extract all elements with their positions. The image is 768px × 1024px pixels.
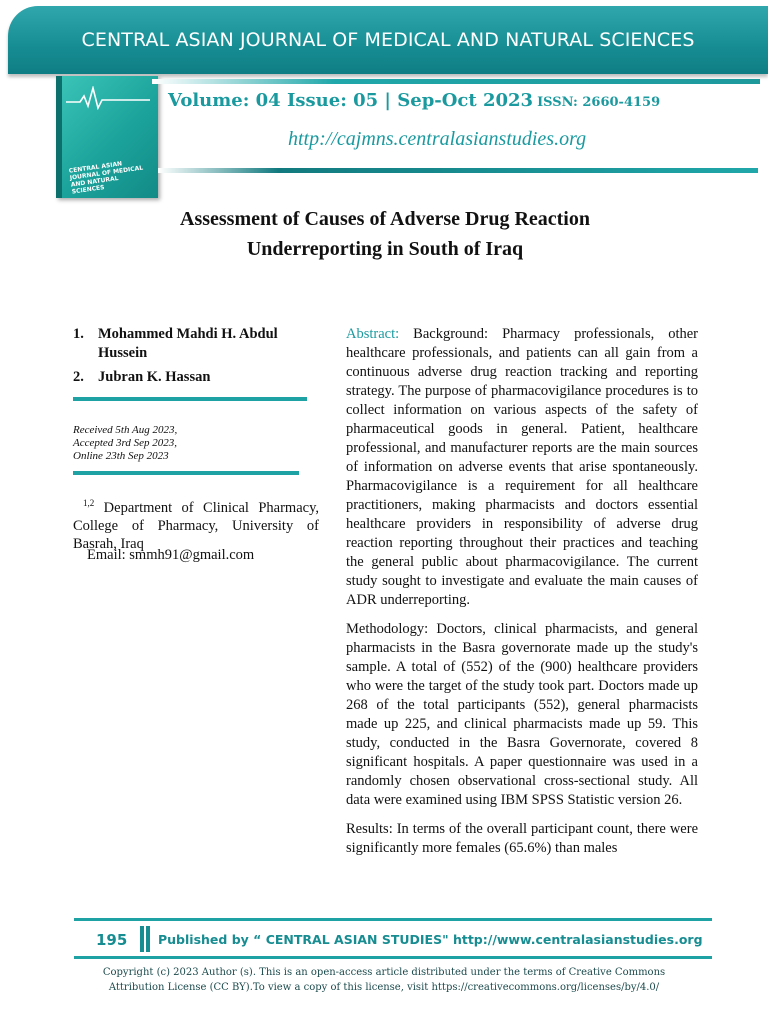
- article-dates: [73, 424, 303, 463]
- abstract: [346, 325, 698, 868]
- author-name: Mohammed Mahdi H. Abdul Hussein: [98, 326, 278, 361]
- journal-cover-image: [56, 76, 158, 198]
- volume-issue: Volume: 04 Issue: 05 | Sep-Oct 2023: [168, 90, 534, 111]
- journal-url-link[interactable]: http://cajmns.centralasianstudies.org: [288, 128, 587, 150]
- abstract-results: Results: In terms of the overall participant count, there were significantly more females (65.6%) than males: [346, 821, 698, 856]
- cover-title: CENTRAL ASIAN JOURNAL OF MEDICAL AND NATURAL SCIENCES: [68, 160, 144, 196]
- journal-name: CENTRAL ASIAN JOURNAL OF MEDICAL AND NATURAL SCIENCES: [81, 29, 695, 51]
- author-item: [73, 325, 313, 363]
- footer-bar: [140, 926, 144, 952]
- heartbeat-line-icon: [66, 86, 150, 110]
- copyright-notice: [60, 965, 708, 995]
- footer-rule-bottom: [74, 956, 712, 959]
- online-date: Online 23th Sep 2023: [73, 450, 169, 462]
- accepted-date: Accepted 3rd Sep 2023,: [73, 437, 178, 449]
- abstract-background: [346, 325, 698, 610]
- affiliation: [73, 494, 319, 553]
- abstract-methodology: Methodology: Doctors, clinical pharmacists, and general pharmacists in the Basra governorate made up the study's sample. A total of (552) of the (900) healthcare providers who were the target of the study took part. Doctors made up 268 of the total participants (552), general pharmacists made up 225, and clinical pharmacists made up 59. This study, conducted in the Basra Governorate, covered 8 significant hospitals. A paper questionnaire was used in a randomly chosen observational cross-sectional study. All data were examined using IBM SPSS Statistic version 26.: [346, 621, 698, 808]
- footer-bar: [146, 926, 150, 952]
- received-date: Received 5th Aug 2023,: [73, 424, 178, 436]
- issn: ISSN: 2660-4159: [537, 95, 661, 110]
- publisher-line[interactable]: Published by “ CENTRAL ASIAN STUDIES" http://www.centralasianstudies.org: [158, 932, 703, 947]
- footer-rule-top: [74, 918, 712, 921]
- page-number: 195: [96, 931, 128, 949]
- article-title: Assessment of Causes of Adverse Drug Reaction Underreporting in South of Iraq: [180, 208, 590, 260]
- author-name: Jubran K. Hassan: [98, 369, 211, 385]
- header-stripe-lower: [158, 168, 758, 173]
- copyright-line-1: Copyright (c) 2023 Author (s). This is an open-access article distributed under the terms of Creative Commons: [102, 967, 666, 978]
- divider: [73, 471, 299, 475]
- volume-line: [168, 90, 660, 111]
- header-stripe: [152, 79, 760, 84]
- affiliation-text: Department of Clinical Pharmacy, College of Pharmacy, University of Basrah, Iraq: [73, 499, 320, 552]
- abstract-label: Abstract:: [346, 326, 400, 342]
- copyright-line-2[interactable]: Attribution License (CC BY).To view a copy of this license, visit https://creativecommons.org/licenses/by/4.0/: [108, 982, 660, 993]
- author-list: [73, 325, 313, 392]
- author-number: 1.: [73, 326, 84, 342]
- author-item: [73, 368, 313, 387]
- affiliation-marker: 1,2: [83, 498, 95, 508]
- divider: [73, 397, 307, 401]
- abstract-background-text: Background: Pharmacy professionals, other healthcare professionals, and patients can all gain from a continuous adverse drug reaction tracking and reporting strategy. The purpose of pharmacovigilance procedures is to collect information on various aspects of the safety of pharmaceutical goods in general. Patient, healthcare professional, and manufacturer reports are the main sources of information on adverse events that arise spontaneously. Pharmacovigilance is a requirement for all healthcare practitioners, making pharmacists and doctors essential healthcare providers in responsibility of adverse drug reaction reporting throughout their practices and teaching the general public about pharmacovigilance. The current study sought to investigate and evaluate the main causes of ADR underreporting.: [346, 326, 699, 608]
- author-email[interactable]: Email: smmh91@gmail.com: [87, 547, 255, 563]
- author-number: 2.: [73, 369, 84, 385]
